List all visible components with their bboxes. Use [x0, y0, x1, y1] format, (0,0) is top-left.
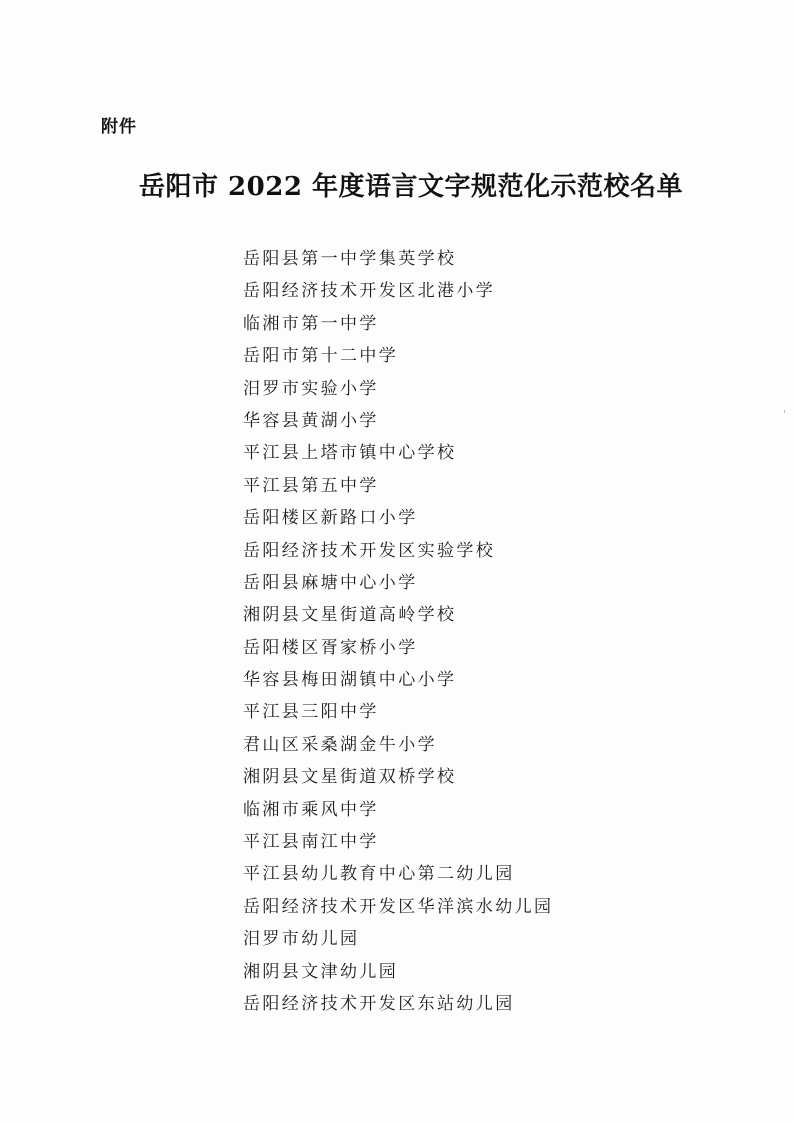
scan-speck	[784, 410, 785, 413]
school-list-item: 岳阳经济技术开发区实验学校	[243, 540, 496, 561]
school-list-item: 临湘市乘风中学	[243, 799, 379, 820]
school-list-item: 湘阴县文星街道高岭学校	[243, 605, 457, 626]
school-list-item: 汨罗市实验小学	[243, 378, 379, 399]
school-list-item: 岳阳县麻塘中心小学	[243, 572, 418, 593]
school-list-item: 临湘市第一中学	[243, 313, 379, 334]
school-list-item: 湘阴县文津幼儿园	[243, 961, 399, 982]
school-list-item: 华容县黄湖小学	[243, 410, 379, 431]
school-list-item: 平江县上塔市镇中心学校	[243, 443, 457, 464]
document-title: 岳阳市 2022 年度语言文字规范化示范校名单	[139, 172, 683, 202]
school-list-item: 岳阳楼区胥家桥小学	[243, 637, 418, 658]
school-list-item: 岳阳经济技术开发区华洋滨水幼儿园	[243, 896, 554, 917]
school-list-item: 岳阳市第十二中学	[243, 346, 399, 367]
school-list-item: 岳阳经济技术开发区北港小学	[243, 281, 496, 302]
school-list-item: 平江县幼儿教育中心第二幼儿园	[243, 864, 515, 885]
school-list-item: 平江县第五中学	[243, 475, 379, 496]
school-list-item: 平江县南江中学	[243, 832, 379, 853]
school-list-item: 湘阴县文星街道双桥学校	[243, 767, 457, 788]
attachment-label: 附件	[101, 117, 137, 137]
school-list-item: 岳阳楼区新路口小学	[243, 508, 418, 529]
school-list-item: 华容县梅田湖镇中心小学	[243, 670, 457, 691]
school-list-item: 汨罗市幼儿园	[243, 929, 360, 950]
school-list-item: 岳阳经济技术开发区东站幼儿园	[243, 993, 515, 1014]
school-list-item: 平江县三阳中学	[243, 702, 379, 723]
school-list-item: 岳阳县第一中学集英学校	[243, 249, 457, 269]
school-list-item: 君山区采桑湖金牛小学	[243, 734, 437, 755]
school-list	[243, 243, 553, 1020]
